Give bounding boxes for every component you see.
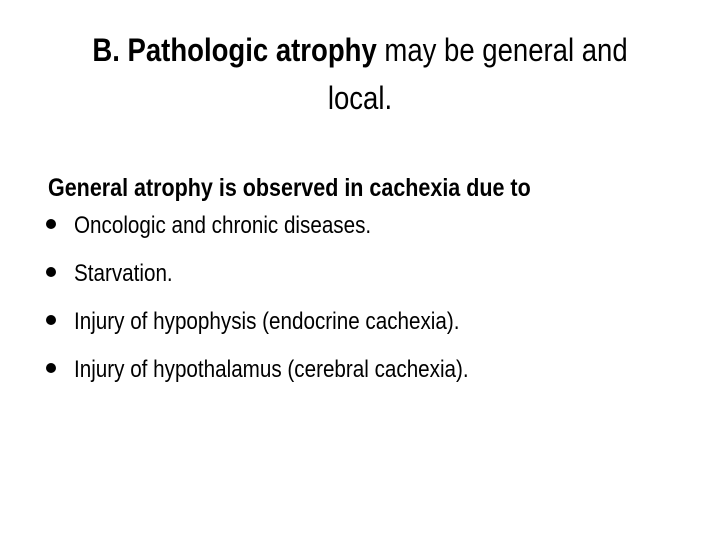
bullet-item bbox=[48, 212, 708, 240]
slide-title-bold: B. Pathologic atrophy bbox=[92, 32, 377, 68]
bullet-icon bbox=[46, 267, 56, 277]
bullet-list bbox=[48, 212, 708, 384]
bullet-icon bbox=[46, 219, 56, 229]
bullet-text: Injury of hypophysis (endocrine cachexia). bbox=[74, 308, 460, 335]
bullet-item bbox=[48, 308, 708, 336]
slide-body bbox=[48, 168, 708, 404]
slide-title-rest: may be general and local. bbox=[327, 32, 628, 116]
bullet-icon bbox=[46, 363, 56, 373]
bullet-item bbox=[48, 260, 708, 288]
bullet-text: Oncologic and chronic diseases. bbox=[74, 212, 372, 239]
bullet-item bbox=[48, 356, 708, 384]
bullet-text: Injury of hypothalamus (cerebral cachexia). bbox=[74, 356, 469, 383]
slide-title bbox=[68, 26, 653, 122]
intro-text: General atrophy is observed in cachexia due to bbox=[48, 174, 531, 202]
bullet-icon bbox=[46, 315, 56, 325]
bullet-text: Starvation. bbox=[74, 260, 173, 287]
